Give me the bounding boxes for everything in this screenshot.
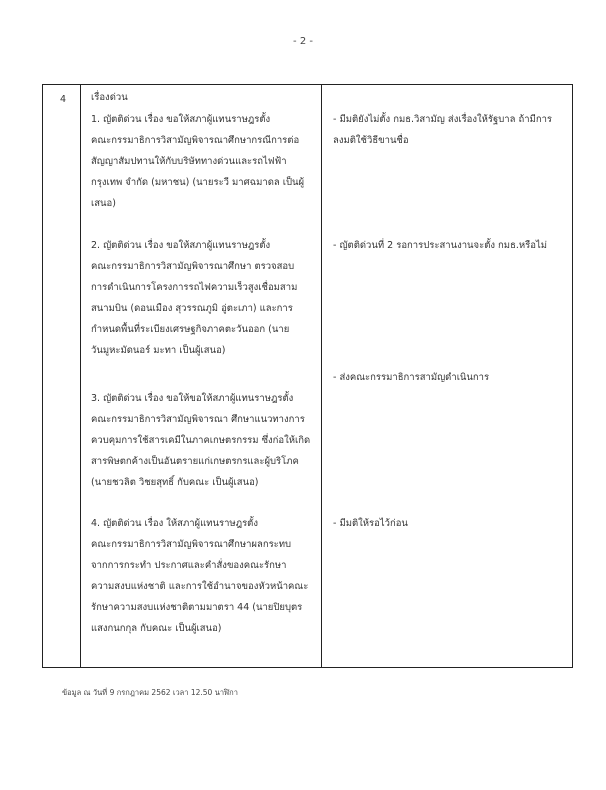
column-divider-number [80, 85, 81, 667]
agenda-item-1-result-line: - มีมติยังไม่ตั้ง กมธ.วิสามัญ ส่งเรื่องให้รัฐบาล ถ้ามีการ [333, 114, 553, 125]
agenda-item-1-result [333, 109, 552, 151]
page-number: - 2 - [293, 36, 313, 47]
agenda-item-3-result-line: - ส่งคณะกรรมาธิการสามัญดำเนินการ [333, 372, 490, 383]
agenda-item-4-result-line: - มีมติให้รอไว้ก่อน [333, 518, 408, 529]
agenda-table [42, 84, 573, 668]
agenda-item-4-line: คณะกรรมาธิการวิสามัญพิจารณาศึกษาผลกระทบ [91, 539, 292, 550]
agenda-item-3-text [91, 388, 310, 493]
agenda-item-4-line: รักษาความสงบแห่งชาติตามมาตรา 44 (นายปิยบุตร [91, 602, 303, 613]
agenda-item-3-line: ควบคุมการใช้สารเคมีในภาคเกษตรกรรม ซึ่งก่อให้เกิด [91, 435, 311, 446]
agenda-item-1-line: สัญญาสัมปทานให้กับบริษัททางด่วนและรถไฟฟ้า [91, 156, 287, 167]
agenda-item-3-line: 3. ญัตติด่วน เรื่อง ขอให้ขอให้สภาผู้แทนราษฎรตั้ง [91, 393, 294, 404]
footer-note: ข้อมูล ณ วันที่ 9 กรกฎาคม 2562 เวลา 12.50 นาฬิกา [62, 688, 238, 697]
section-heading: เรื่องด่วน [91, 92, 128, 103]
agenda-item-2-line: วันมูหะมัดนอร์ มะทา เป็นผู้เสนอ) [91, 345, 226, 356]
agenda-item-2-text [91, 235, 297, 361]
agenda-item-2-line: การดำเนินการโครงการรถไฟความเร็วสูงเชื่อมสาม [91, 282, 298, 293]
agenda-item-3-line: สารพิษตกค้างเป็นอันตรายแก่เกษตรกรและผู้บริโภค [91, 456, 299, 467]
agenda-item-4-line: จากการกระทำ ประกาศและคำสั่งของคณะรักษา [91, 560, 287, 571]
agenda-item-3-line: (นายชวลิต วิชยสุทธิ์ กับคณะ เป็นผู้เสนอ) [91, 477, 259, 488]
agenda-item-2-result-line: - ญัตติด่วนที่ 2 รอการประสานงานจะตั้ง กมธ.หรือไม่ [333, 240, 547, 251]
column-divider-result [321, 85, 322, 667]
agenda-item-1-result-line: ลงมติใช้วิธีขานชื่อ [333, 135, 409, 146]
agenda-item-2-line: 2. ญัตติด่วน เรื่อง ขอให้สภาผู้แทนราษฎรตั้ง [91, 240, 271, 251]
agenda-item-4-line: แสงกนกกุล กับคณะ เป็นผู้เสนอ) [91, 623, 222, 634]
agenda-item-3-result [333, 367, 489, 388]
agenda-item-4-text [91, 513, 308, 639]
row-number: 4 [60, 94, 67, 105]
agenda-item-2-result [333, 235, 547, 256]
agenda-item-2-line: สนามบิน (ดอนเมือง สุวรรณภูมิ อู่ตะเภา) และการ [91, 303, 293, 314]
agenda-item-4-result [333, 513, 408, 534]
agenda-item-3-line: คณะกรรมาธิการวิสามัญพิจารณา ศึกษาแนวทางการ [91, 414, 305, 425]
agenda-item-1-line: เสนอ) [91, 198, 116, 209]
agenda-item-1-line: 1. ญัตติด่วน เรื่อง ขอให้สภาผู้แทนราษฎรตั้ง [91, 114, 271, 125]
agenda-item-4-line: 4. ญัตติด่วน เรื่อง ให้สภาผู้แทนราษฎรตั้ง [91, 518, 258, 529]
agenda-item-1-line: กรุงเทพ จำกัด (มหาชน) (นายระวี มาศฉมาดล เป็นผู้ [91, 177, 305, 188]
agenda-item-2-line: กำหนดพื้นที่ระเบียงเศรษฐกิจภาคตะวันออก (นาย [91, 324, 290, 335]
agenda-item-2-line: คณะกรรมาธิการวิสามัญพิจารณาศึกษา ตรวจสอบ [91, 261, 295, 272]
agenda-item-4-line: ความสงบแห่งชาติ และการใช้อำนาจของหัวหน้าคณะ [91, 581, 309, 592]
agenda-item-1-text [91, 109, 304, 214]
agenda-item-1-line: คณะกรรมาธิการวิสามัญพิจารณาศึกษากรณีการต่อ [91, 135, 300, 146]
